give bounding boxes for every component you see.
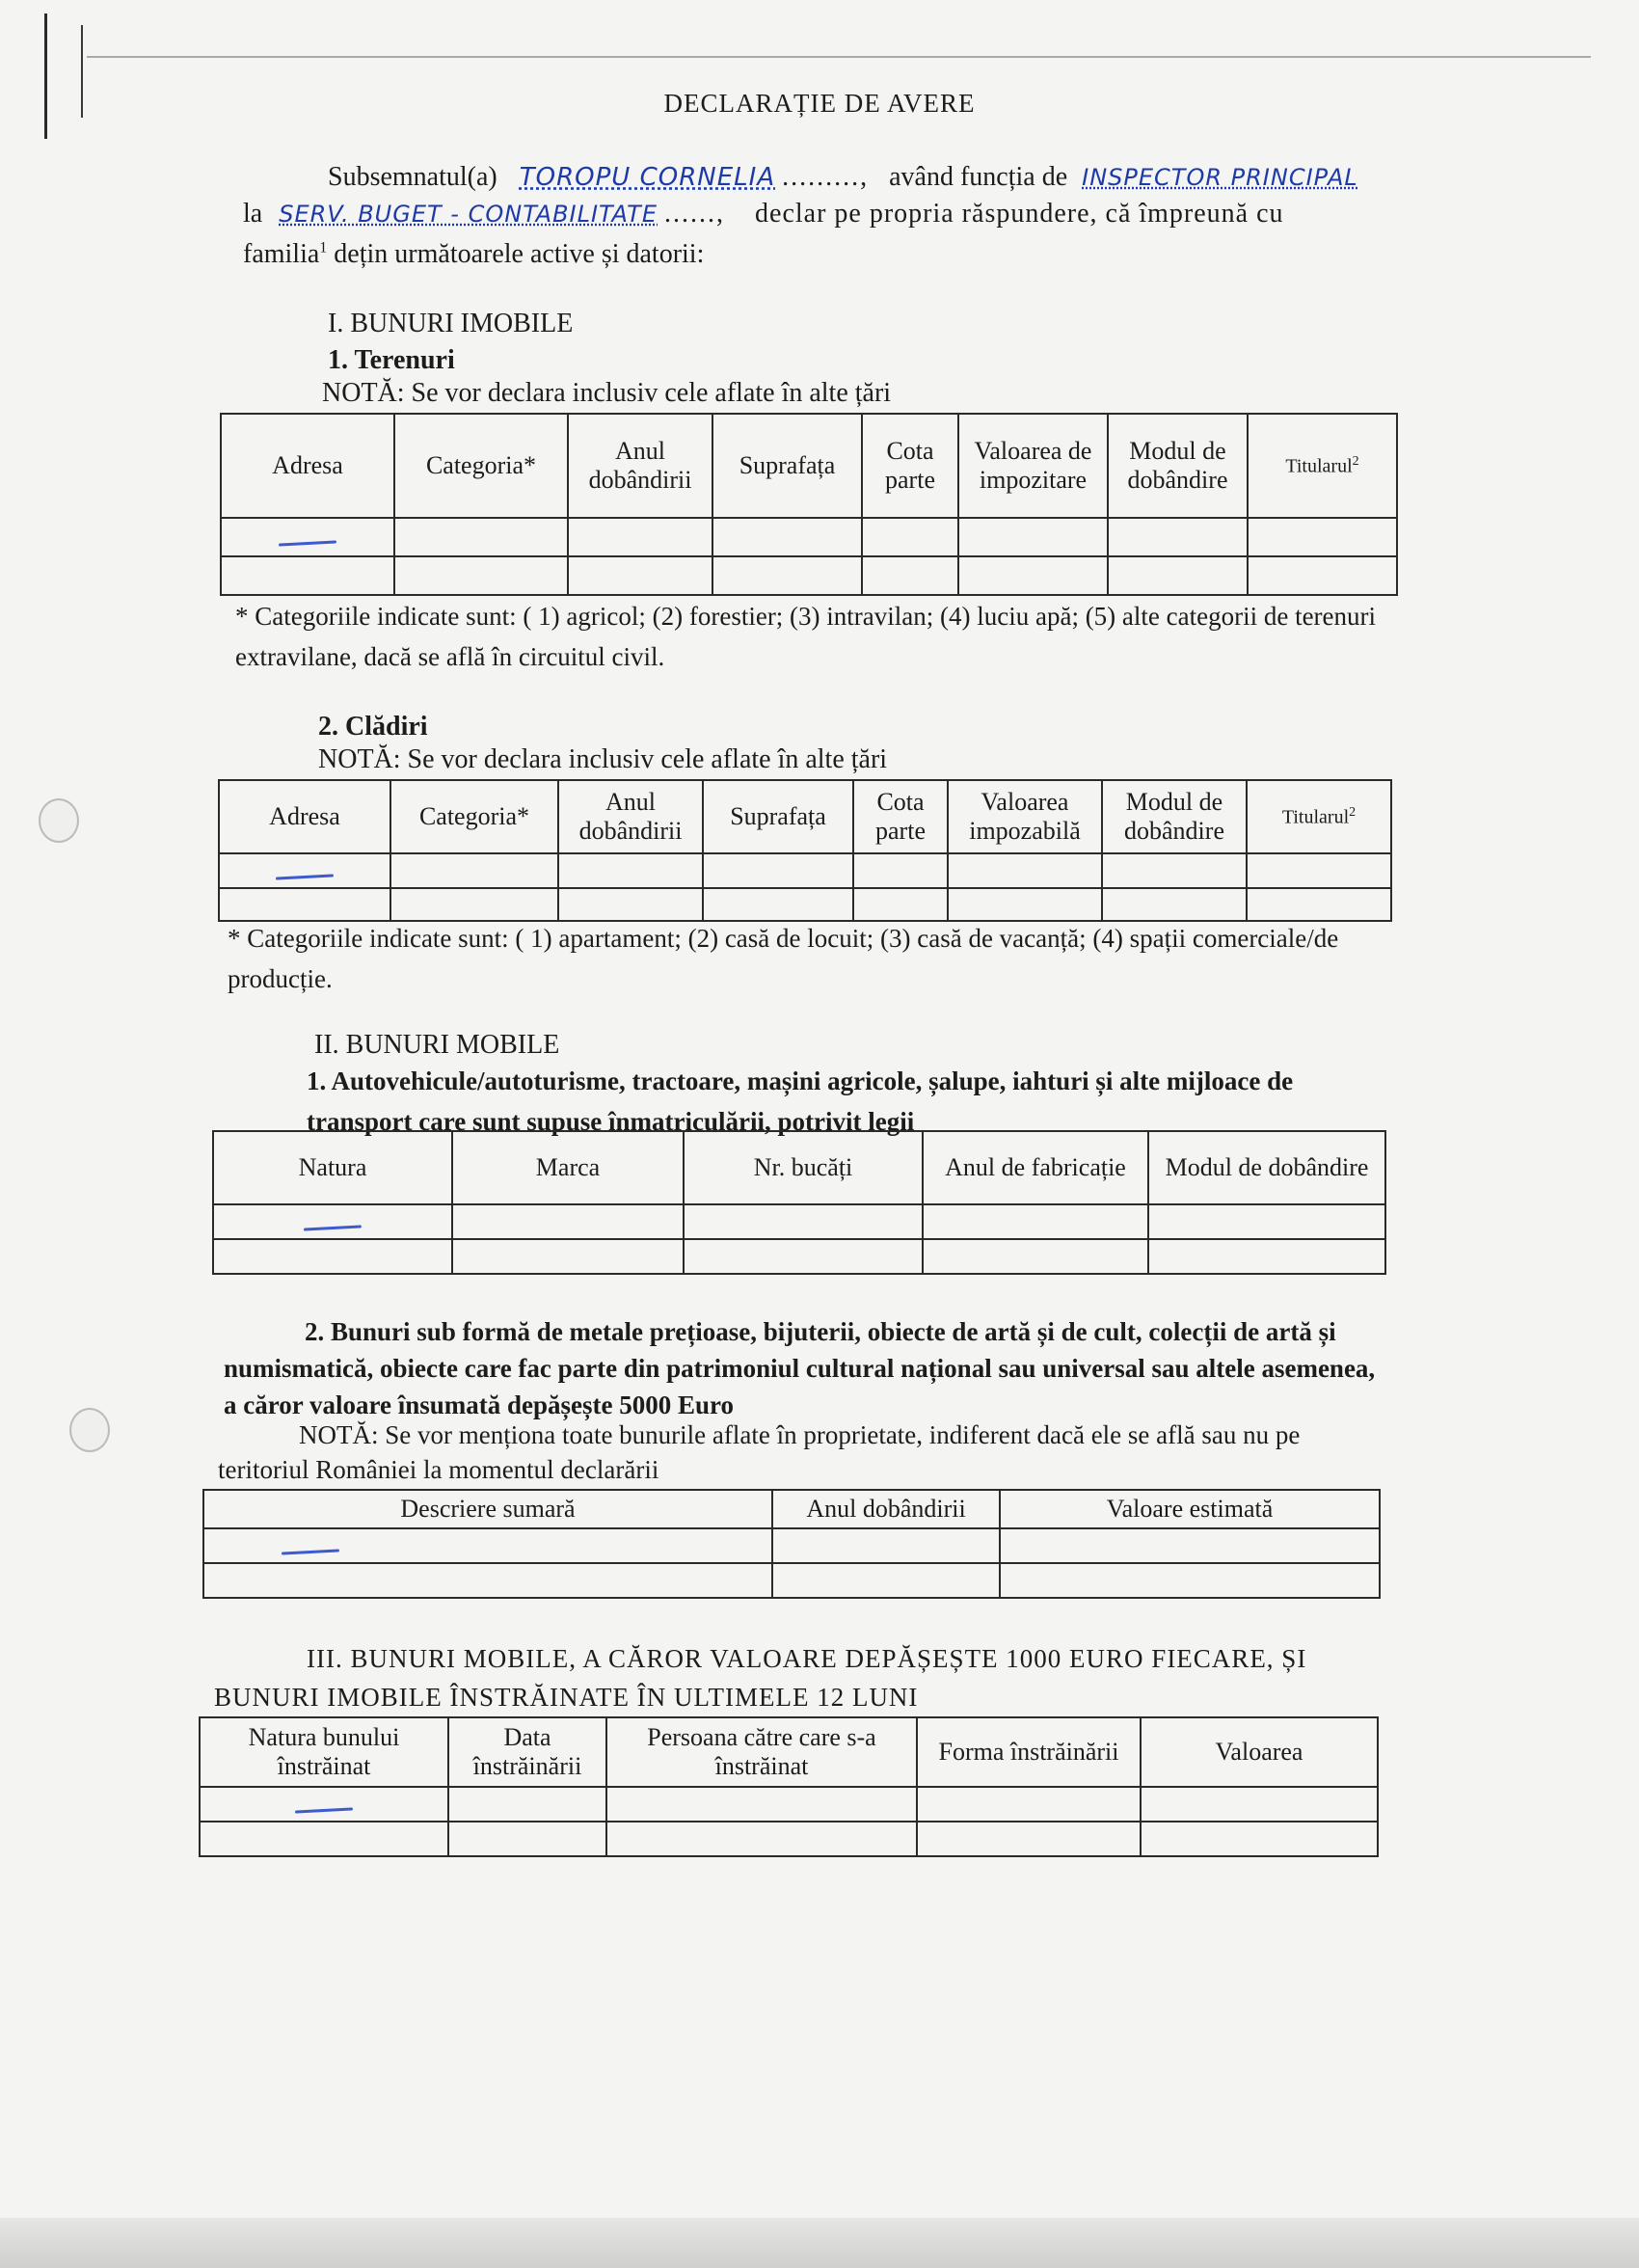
- table-cell: [712, 556, 862, 595]
- table-cell: [1148, 1239, 1385, 1274]
- label-functia: având funcția de: [889, 162, 1068, 192]
- cladiri-footnote: * Categoriile indicate sunt: ( 1) apartament; (2) casă de locuit; (3) casă de vacanță; (4) spații comerciale/de producție.: [228, 924, 1339, 993]
- table-cell: [1000, 1563, 1380, 1598]
- table-cell: [213, 1239, 452, 1274]
- table-cell: [394, 556, 568, 595]
- declarant-function: INSPECTOR PRINCIPAL: [1082, 164, 1358, 191]
- terenuri-heading: 1. Terenuri: [328, 345, 455, 375]
- col-nr-bucati: Nr. bucăți: [684, 1131, 923, 1204]
- vehicule-table: [212, 1130, 1386, 1275]
- table-cell: [558, 888, 703, 921]
- table-cell: [606, 1822, 917, 1856]
- cladiri-heading: 2. Clădiri: [318, 712, 428, 742]
- col-titularul: Titularul$^2$: [1247, 780, 1391, 853]
- col-anul: Anul dobândirii: [558, 780, 703, 853]
- col-valoarea: Valoarea impozabilă: [948, 780, 1102, 853]
- table-cell: [917, 1787, 1141, 1822]
- table-header-row: [213, 1131, 1385, 1204]
- intro-line-3: [243, 239, 704, 270]
- table-row: [221, 518, 1397, 556]
- table-row: [219, 888, 1391, 921]
- table-cell: [712, 518, 862, 556]
- table-header-row: [203, 1490, 1380, 1528]
- table-cell: [958, 556, 1108, 595]
- col-anul-fabricatie: Anul de fabricație: [923, 1131, 1148, 1204]
- table-cell: [558, 853, 703, 888]
- table-cell: [853, 888, 948, 921]
- metale-table: [202, 1489, 1381, 1599]
- table-header-row: [219, 780, 1391, 853]
- table-cell: [390, 853, 558, 888]
- col-categoria: Categoria*: [390, 780, 558, 853]
- table-cell: [1108, 556, 1248, 595]
- col-suprafata: Suprafața: [703, 780, 853, 853]
- table-cell: [221, 518, 394, 556]
- table-cell: [452, 1204, 684, 1239]
- table-row: [219, 853, 1391, 888]
- table-row: [203, 1563, 1380, 1598]
- table-cell: [684, 1204, 923, 1239]
- col-anul: Anul dobândirii: [772, 1490, 1000, 1528]
- table-row: [221, 556, 1397, 595]
- col-natura-bunului: Natura bunului înstrăinat: [200, 1717, 448, 1787]
- col-adresa: Adresa: [219, 780, 390, 853]
- table-cell: [917, 1822, 1141, 1856]
- col-categoria: Categoria*: [394, 414, 568, 518]
- table-row: [213, 1239, 1385, 1274]
- col-cota: Cota parte: [862, 414, 958, 518]
- col-modul: Modul de dobândire: [1148, 1131, 1385, 1204]
- table-cell: [703, 853, 853, 888]
- declaration-text: declar pe propria răspundere, că împreună cu: [755, 199, 1284, 229]
- punch-hole: [39, 798, 79, 843]
- label-familia: familia: [243, 239, 320, 269]
- table-cell: [853, 853, 948, 888]
- table-cell: [448, 1822, 606, 1856]
- table-cell: [452, 1239, 684, 1274]
- table-cell: [772, 1528, 1000, 1563]
- scan-shadow: [0, 2218, 1639, 2268]
- table-cell: [394, 518, 568, 556]
- table-cell: [772, 1563, 1000, 1598]
- table-row: [213, 1204, 1385, 1239]
- col-valoarea: Valoarea: [1141, 1717, 1378, 1787]
- col-valoarea: Valoarea de impozitare: [958, 414, 1108, 518]
- table-cell: [448, 1787, 606, 1822]
- declarant-workplace: SERV. BUGET - CONTABILITATE: [279, 201, 658, 228]
- intro-line-1: [328, 162, 1358, 193]
- table-cell: [1148, 1204, 1385, 1239]
- binding-mark: [44, 14, 47, 139]
- table-cell: [1102, 888, 1247, 921]
- col-anul: Anul dobândirii: [568, 414, 712, 518]
- empty-dash-mark: [295, 1807, 353, 1813]
- table-cell: [1247, 853, 1391, 888]
- table-cell: [203, 1563, 772, 1598]
- col-modul: Modul de dobândire: [1108, 414, 1248, 518]
- table-cell: [948, 853, 1102, 888]
- table-cell: [1102, 853, 1247, 888]
- vehicule-heading: 1. Autovehicule/autoturisme, tractoare, mașini agricole, șalupe, iahturi și alte mijloace de transport care sunt supuse înmatriculării, potrivit legii: [307, 1066, 1294, 1136]
- col-cota: Cota parte: [853, 780, 948, 853]
- table-cell: [219, 888, 390, 921]
- col-descriere: Descriere sumară: [203, 1490, 772, 1528]
- table-cell: [219, 853, 390, 888]
- table-cell: [684, 1239, 923, 1274]
- terenuri-table: [220, 413, 1398, 596]
- table-cell: [1141, 1822, 1378, 1856]
- table-cell: [203, 1528, 772, 1563]
- terenuri-footnote: * Categoriile indicate sunt: ( 1) agricol; (2) forestier; (3) intravilan; (4) luciu apă; (5) alte categorii de terenuri extravilane, dacă se află în circuitul civil.: [235, 602, 1377, 671]
- table-header-row: [200, 1717, 1378, 1787]
- col-adresa: Adresa: [221, 414, 394, 518]
- empty-dash-mark: [279, 540, 336, 546]
- table-row: [200, 1822, 1378, 1856]
- declaration-text-2: dețin următoarele active și datorii:: [334, 239, 705, 269]
- table-row: [200, 1787, 1378, 1822]
- punch-hole: [69, 1408, 110, 1452]
- table-cell: [862, 518, 958, 556]
- col-modul: Modul de dobândire: [1102, 780, 1247, 853]
- col-valoare-estimata: Valoare estimată: [1000, 1490, 1380, 1528]
- table-cell: [1248, 518, 1397, 556]
- metale-heading: 2. Bunuri sub formă de metale prețioase, bijuterii, obiecte de artă și de cult, colecții de artă și numismatică, obiecte care fac parte din patrimoniul cultural național sau universal sau altele asemenea, a căror valoare însumată depășește 5000 Euro: [224, 1317, 1376, 1419]
- empty-dash-mark: [282, 1549, 339, 1554]
- table-cell: [862, 556, 958, 595]
- footnote-marker: 1: [319, 239, 328, 256]
- table-cell: [213, 1204, 452, 1239]
- table-cell: [606, 1787, 917, 1822]
- cladiri-nota: NOTĂ: Se vor declara inclusiv cele aflate în alte țări: [318, 744, 888, 774]
- label-subsemnatul: Subsemnatul(a): [328, 162, 497, 192]
- table-cell: [568, 518, 712, 556]
- table-cell: [221, 556, 394, 595]
- section-2-heading: II. BUNURI MOBILE: [314, 1030, 560, 1060]
- table-cell: [948, 888, 1102, 921]
- table-row: [203, 1528, 1380, 1563]
- cladiri-table: [218, 779, 1392, 922]
- metale-nota: NOTĂ: Se vor menționa toate bunurile aflate în proprietate, indiferent dacă ele se află sau nu pe teritoriul României la momentul declarării: [218, 1420, 1301, 1484]
- col-persoana: Persoana către care s-a înstrăinat: [606, 1717, 917, 1787]
- table-cell: [1000, 1528, 1380, 1563]
- intro-line-2: [243, 199, 1284, 230]
- instrainate-table: [199, 1716, 1379, 1857]
- label-la: la: [243, 199, 263, 229]
- dots: ......,: [664, 199, 726, 229]
- empty-dash-mark: [276, 874, 334, 879]
- table-cell: [923, 1239, 1148, 1274]
- table-cell: [200, 1822, 448, 1856]
- col-marca: Marca: [452, 1131, 684, 1204]
- table-cell: [200, 1787, 448, 1822]
- table-cell: [923, 1204, 1148, 1239]
- table-cell: [1248, 556, 1397, 595]
- table-cell: [1108, 518, 1248, 556]
- table-cell: [1247, 888, 1391, 921]
- table-header-row: [221, 414, 1397, 518]
- dots: .........,: [782, 162, 870, 192]
- terenuri-nota: NOTĂ: Se vor declara inclusiv cele aflate în alte țări: [322, 378, 892, 408]
- col-natura: Natura: [213, 1131, 452, 1204]
- empty-dash-mark: [304, 1225, 362, 1230]
- declarant-name: TOROPU CORNELIA: [519, 163, 776, 192]
- col-titularul: Titularul$^2$: [1248, 414, 1397, 518]
- col-data: Data înstrăinării: [448, 1717, 606, 1787]
- table-cell: [390, 888, 558, 921]
- document-title: DECLARAȚIE DE AVERE: [663, 89, 976, 118]
- scan-edge: [87, 56, 1591, 58]
- table-cell: [703, 888, 853, 921]
- section-1-heading: I. BUNURI IMOBILE: [328, 309, 574, 338]
- section-3-heading: III. BUNURI MOBILE, A CĂROR VALOARE DEPĂȘEȘTE 1000 EURO FIECARE, ȘI BUNURI IMOBILE ÎNSTRĂINATE ÎN ULTIMELE 12 LUNI: [214, 1644, 1307, 1712]
- table-cell: [568, 556, 712, 595]
- col-forma: Forma înstrăinării: [917, 1717, 1141, 1787]
- col-suprafata: Suprafața: [712, 414, 862, 518]
- table-cell: [958, 518, 1108, 556]
- table-cell: [1141, 1787, 1378, 1822]
